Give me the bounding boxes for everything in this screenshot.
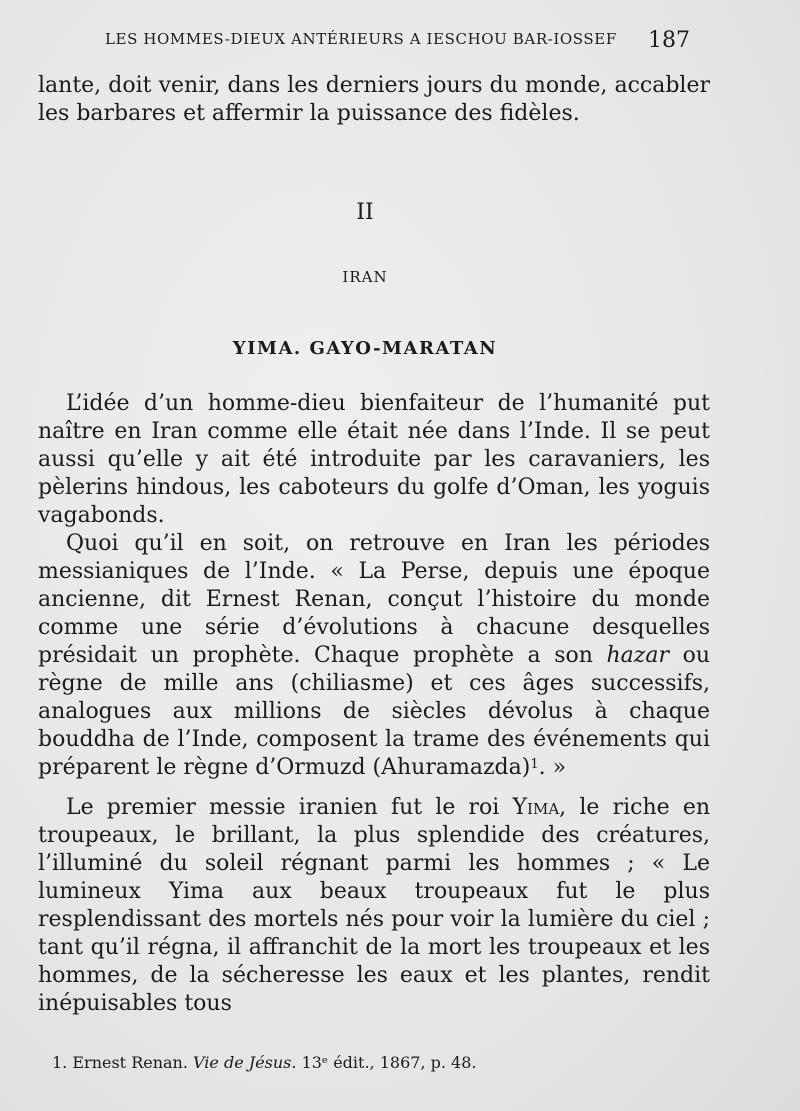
- paragraph-3-part-a: Le premier messie iranien fut le roi: [66, 795, 513, 820]
- paragraph-2-part-a: Quoi qu’il en soit, on retrouve en Iran les périodes messianiques de l’Inde. « La Perse, depuis une époque ancienne, dit Ernest Renan, conçut l’histoire du monde comme une série d’évolutions à chacune desquelles présidait un prophète. Chaque prophète a son: [38, 531, 710, 668]
- footnote-author: Ernest Renan.: [72, 1053, 188, 1072]
- opening-paragraph-block: [38, 72, 710, 128]
- section-heading: IRAN: [342, 268, 388, 286]
- body-text: [38, 390, 710, 1018]
- page-number: 187: [648, 28, 690, 53]
- chapter-heading: YIMA. GAYO-MARATAN: [232, 338, 498, 359]
- footnote: [52, 1053, 476, 1072]
- paragraph-3: [38, 794, 710, 1018]
- part-heading: II: [356, 200, 374, 225]
- paragraph-1: L’idée d’un homme-dieu bienfaiteur de l’humanité put naître en Iran comme elle était née dans l’Inde. Il se peut aussi qu’elle y ait été introduite par les caravaniers, les pèlerins hindous, les caboteurs du golfe d’Oman, les yoguis vagabonds.: [38, 391, 710, 528]
- paragraph-2: [38, 530, 710, 782]
- footnote-title: Vie de Jésus.: [193, 1053, 297, 1072]
- paragraph-2-part-b: ou règne de mille ans (chiliasme) et ces âges successifs, analogues aux millions de siècles dévolus à chaque bouddha de l’Inde, composent la trame des événements qui préparent le règne d’Ormuzd (Ahuramazda): [38, 643, 710, 780]
- footnote-number: 1.: [52, 1053, 68, 1072]
- footnote-details: 13ᵉ édit., 1867, p. 48.: [301, 1053, 477, 1072]
- paragraph-2-part-c: . »: [538, 755, 567, 780]
- footnote-reference: 1: [530, 757, 539, 772]
- running-head: LES HOMMES-DIEUX ANTÉRIEURS A IESCHOU BAR-IOSSEF: [105, 30, 617, 48]
- italic-term: hazar: [606, 643, 670, 668]
- opening-paragraph: lante, doit venir, dans les derniers jours du monde, accabler les barbares et affermir la puissance des fidèles.: [38, 73, 710, 126]
- name-yima: Yima: [512, 795, 560, 820]
- paragraph-3-part-b: , le riche en troupeaux, le brillant, la plus splendide des créatures, l’illuminé du soleil régnant parmi les hommes ; « Le lumineux Yima aux beaux troupeaux fut le plus resplendissant des mortels nés pour voir la lumière du ciel ; tant qu’il régna, il affranchit de la mort les troupeaux et les hommes, de la sécheresse les eaux et les plantes, rendit inépuisables tous: [38, 795, 711, 1016]
